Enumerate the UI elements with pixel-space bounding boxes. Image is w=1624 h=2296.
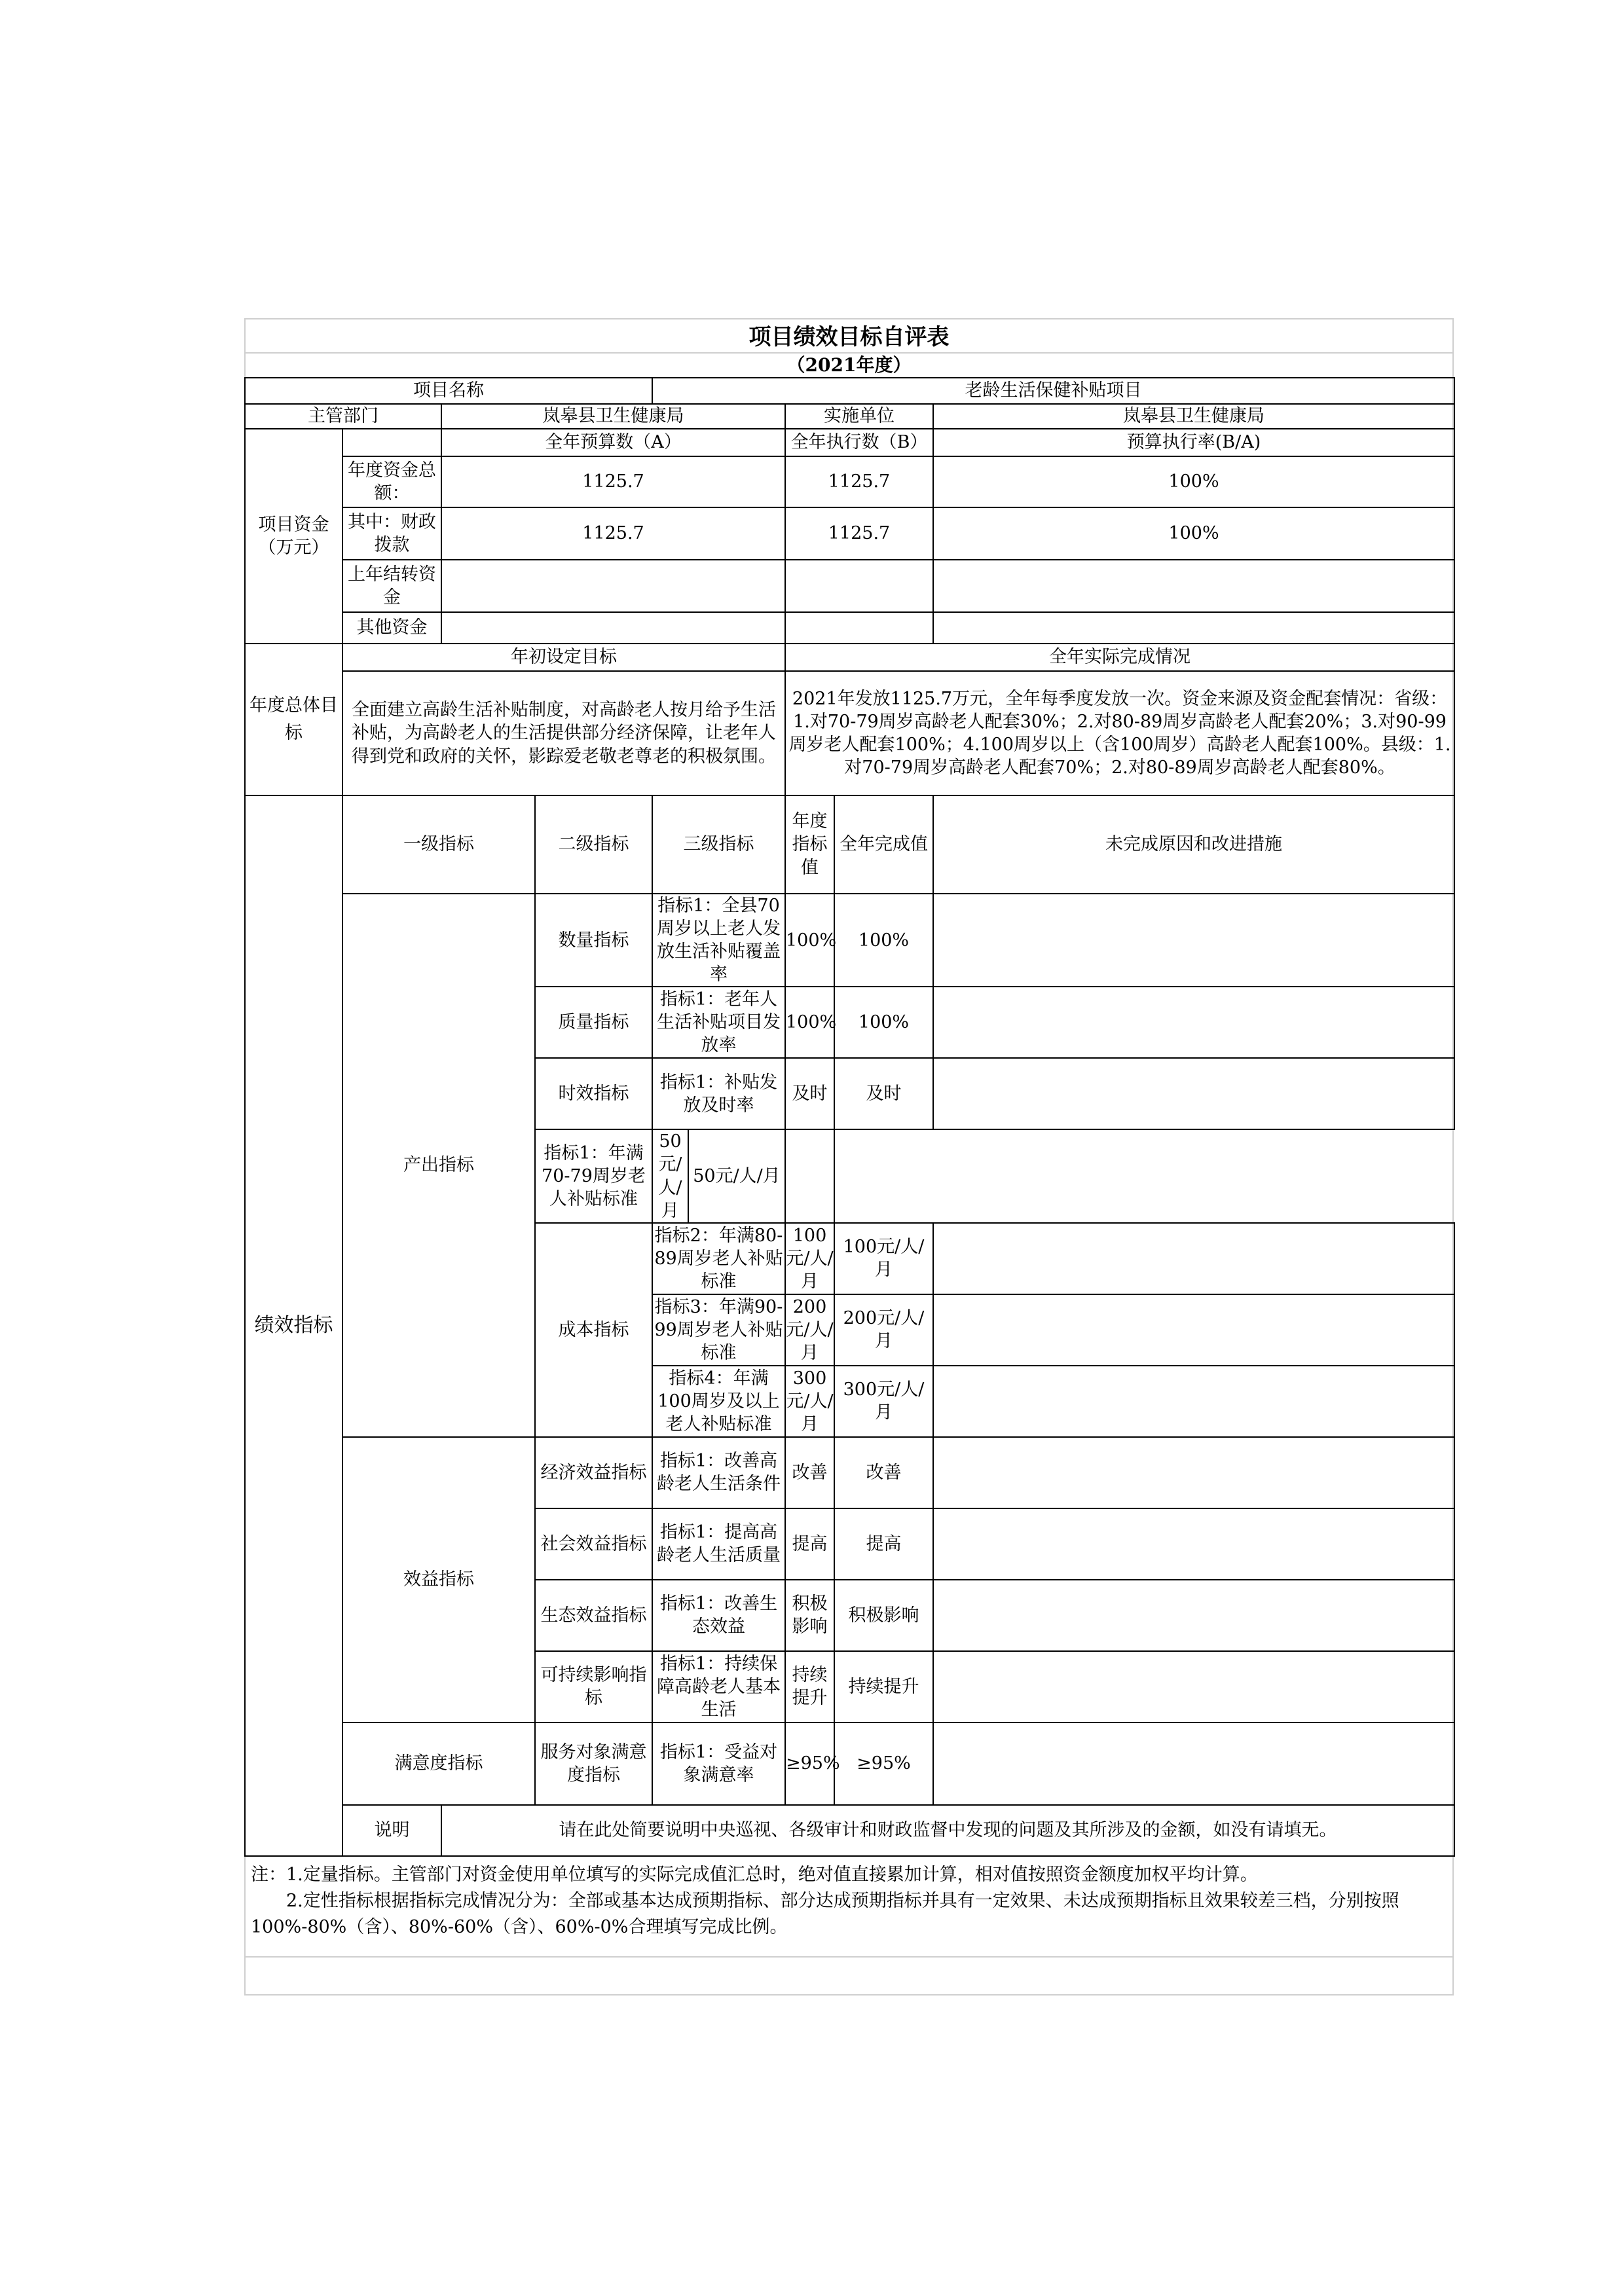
funds-row-label: 年度资金总额： <box>342 456 441 507</box>
actual-value: 及时 <box>834 1058 933 1129</box>
reason-cell <box>785 1129 834 1222</box>
indicator-text: 指标2：年满80-89周岁老人补贴标准 <box>652 1223 785 1294</box>
explain-text: 请在此处简要说明中央巡视、各级审计和财政监督中发现的问题及其所涉及的金额，如没有请填无。 <box>441 1805 1454 1856</box>
actual-value: 50元/人/月 <box>688 1129 785 1222</box>
project-name-label: 项目名称 <box>245 378 652 404</box>
funds-row-a: 1125.7 <box>441 507 785 560</box>
target-value: 及时 <box>785 1058 834 1129</box>
funds-row-label: 其他资金 <box>342 612 441 644</box>
funds-header-blank <box>342 429 441 456</box>
quantity-label: 数量指标 <box>535 894 652 987</box>
header-actual: 全年完成值 <box>834 795 933 894</box>
target-value: 100% <box>785 987 834 1058</box>
header-target: 年度指标值 <box>785 795 834 894</box>
target-value: 200元/人/月 <box>785 1294 834 1366</box>
footnote-divider <box>244 1956 1454 1958</box>
funds-col-a: 全年预算数（A） <box>441 429 785 456</box>
project-name-value: 老龄生活保健补贴项目 <box>652 378 1454 404</box>
benefit-label: 效益指标 <box>342 1437 535 1722</box>
quality-label: 质量指标 <box>535 987 652 1058</box>
funds-row-b <box>785 612 933 644</box>
funds-row-rate <box>933 612 1454 644</box>
target-value: 300元/人/月 <box>785 1366 834 1437</box>
indicator-text: 指标1：补贴发放及时率 <box>652 1058 785 1129</box>
benefit-l2: 社会效益指标 <box>535 1508 652 1580</box>
header-reason: 未完成原因和改进措施 <box>933 795 1454 894</box>
actual-value: 300元/人/月 <box>834 1366 933 1437</box>
footnotes <box>251 1862 1449 1941</box>
indicator-text: 指标1：年满70-79周岁老人补贴标准 <box>535 1129 652 1222</box>
indicator-text: 指标1：全县70周岁以上老人发放生活补贴覆盖率 <box>652 894 785 987</box>
funds-row-rate: 100% <box>933 507 1454 560</box>
goals-actual-label: 全年实际完成情况 <box>785 644 1454 671</box>
form-year: （2021年度） <box>786 354 912 376</box>
satisfaction-label: 满意度指标 <box>342 1722 535 1805</box>
header-l1: 一级指标 <box>342 795 535 894</box>
actual-value: 提高 <box>834 1508 933 1580</box>
actual-value: 持续提升 <box>834 1651 933 1722</box>
reason-cell <box>933 1223 1454 1294</box>
actual-value: ≥95% <box>834 1722 933 1805</box>
cost-label: 成本指标 <box>535 1223 652 1437</box>
target-value: 提高 <box>785 1508 834 1580</box>
funds-label: 项目资金（万元） <box>245 429 342 644</box>
funds-row-a: 1125.7 <box>441 456 785 507</box>
target-value: 持续提升 <box>785 1651 834 1722</box>
funds-row-label: 其中：财政拨款 <box>342 507 441 560</box>
indicator-text: 指标3：年满90-99周岁老人补贴标准 <box>652 1294 785 1366</box>
target-value: ≥95% <box>785 1722 834 1805</box>
goals-set-label: 年初设定目标 <box>342 644 785 671</box>
footnote-1: 注：1.定量指标。主管部门对资金使用单位填写的实际完成值汇总时，绝对值直接累加计算，相对值按照资金额度加权平均计算。 <box>251 1865 1258 1885</box>
goals-set-text: 全面建立高龄生活补贴制度，对高龄老人按月给予生活补贴，为高龄老人的生活提供部分经济保障，让老年人得到党和政府的关怀，影踪爱老敬老尊老的积极氛围。 <box>342 671 785 795</box>
actual-value: 积极影响 <box>834 1580 933 1651</box>
target-value: 100元/人/月 <box>785 1223 834 1294</box>
reason-cell <box>933 894 1454 987</box>
performance-table <box>244 377 1455 1857</box>
actual-value: 100元/人/月 <box>834 1223 933 1294</box>
target-value: 100% <box>785 894 834 987</box>
impl-label: 实施单位 <box>785 404 933 429</box>
funds-row-rate <box>933 560 1454 612</box>
funds-row-b <box>785 560 933 612</box>
reason-cell <box>933 1580 1454 1651</box>
timely-label: 时效指标 <box>535 1058 652 1129</box>
target-value: 改善 <box>785 1437 834 1508</box>
funds-row-a <box>441 560 785 612</box>
benefit-l2: 可持续影响指标 <box>535 1651 652 1722</box>
dept-value: 岚皋县卫生健康局 <box>441 404 785 429</box>
goals-actual-text: 2021年发放1125.7万元，全年每季度发放一次。资金来源及资金配套情况：省级：1.对70-79周岁高龄老人配套30%；2.对80-89周岁高龄老人配套20%；3.对90-99周岁老人配套100%；4.100周岁以上（含100周岁）高龄老人配套100%。县级：1.对70-79周岁高龄老人配套70%；2.对80-89周岁高龄老人配套80%。 <box>785 671 1454 795</box>
benefit-l2: 经济效益指标 <box>535 1437 652 1508</box>
benefit-l2: 生态效益指标 <box>535 1580 652 1651</box>
dept-label: 主管部门 <box>245 404 441 429</box>
header-l3: 三级指标 <box>652 795 785 894</box>
reason-cell <box>933 1722 1454 1805</box>
indicator-text: 指标4：年满100周岁及以上老人补贴标准 <box>652 1366 785 1437</box>
reason-cell <box>933 987 1454 1058</box>
reason-cell <box>933 1366 1454 1437</box>
indicator-text: 指标1：改善高龄老人生活条件 <box>652 1437 785 1508</box>
output-label: 产出指标 <box>342 894 535 1437</box>
header-l2: 二级指标 <box>535 795 652 894</box>
reason-cell <box>933 1058 1454 1129</box>
funds-row-rate: 100% <box>933 456 1454 507</box>
actual-value: 100% <box>834 987 933 1058</box>
impl-value: 岚皋县卫生健康局 <box>933 404 1454 429</box>
satisfaction-l2: 服务对象满意度指标 <box>535 1722 652 1805</box>
reason-cell <box>933 1437 1454 1508</box>
performance-label: 绩效指标 <box>245 795 342 1856</box>
indicator-text: 指标1：改善生态效益 <box>652 1580 785 1651</box>
indicator-text: 指标1：持续保障高龄老人基本生活 <box>652 1651 785 1722</box>
indicator-text: 指标1：受益对象满意率 <box>652 1722 785 1805</box>
funds-row-label: 上年结转资金 <box>342 560 441 612</box>
form-title: 项目绩效目标自评表 <box>748 324 950 350</box>
indicator-text: 指标1：提高高龄老人生活质量 <box>652 1508 785 1580</box>
footnote-2: 2.定性指标根据指标完成情况分为：全部或基本达成预期指标、部分达成预期指标并具有一定效果、未达成预期指标且效果较差三档，分别按照100%-80%（含）、80%-60%（含）、60%-0%合理填写完成比例。 <box>251 1891 1399 1937</box>
actual-value: 改善 <box>834 1437 933 1508</box>
funds-col-b: 全年执行数（B） <box>785 429 933 456</box>
funds-row-b: 1125.7 <box>785 507 933 560</box>
target-value: 50元/人/月 <box>652 1129 688 1222</box>
reason-cell <box>933 1651 1454 1722</box>
funds-row-a <box>441 612 785 644</box>
actual-value: 200元/人/月 <box>834 1294 933 1366</box>
reason-cell <box>933 1294 1454 1366</box>
goals-label: 年度总体目标 <box>245 644 342 795</box>
funds-row-b: 1125.7 <box>785 456 933 507</box>
actual-value: 100% <box>834 894 933 987</box>
target-value: 积极影响 <box>785 1580 834 1651</box>
indicator-text: 指标1：老年人生活补贴项目发放率 <box>652 987 785 1058</box>
reason-cell <box>933 1508 1454 1580</box>
explain-label: 说明 <box>342 1805 441 1856</box>
funds-col-rate: 预算执行率(B/A) <box>933 429 1454 456</box>
